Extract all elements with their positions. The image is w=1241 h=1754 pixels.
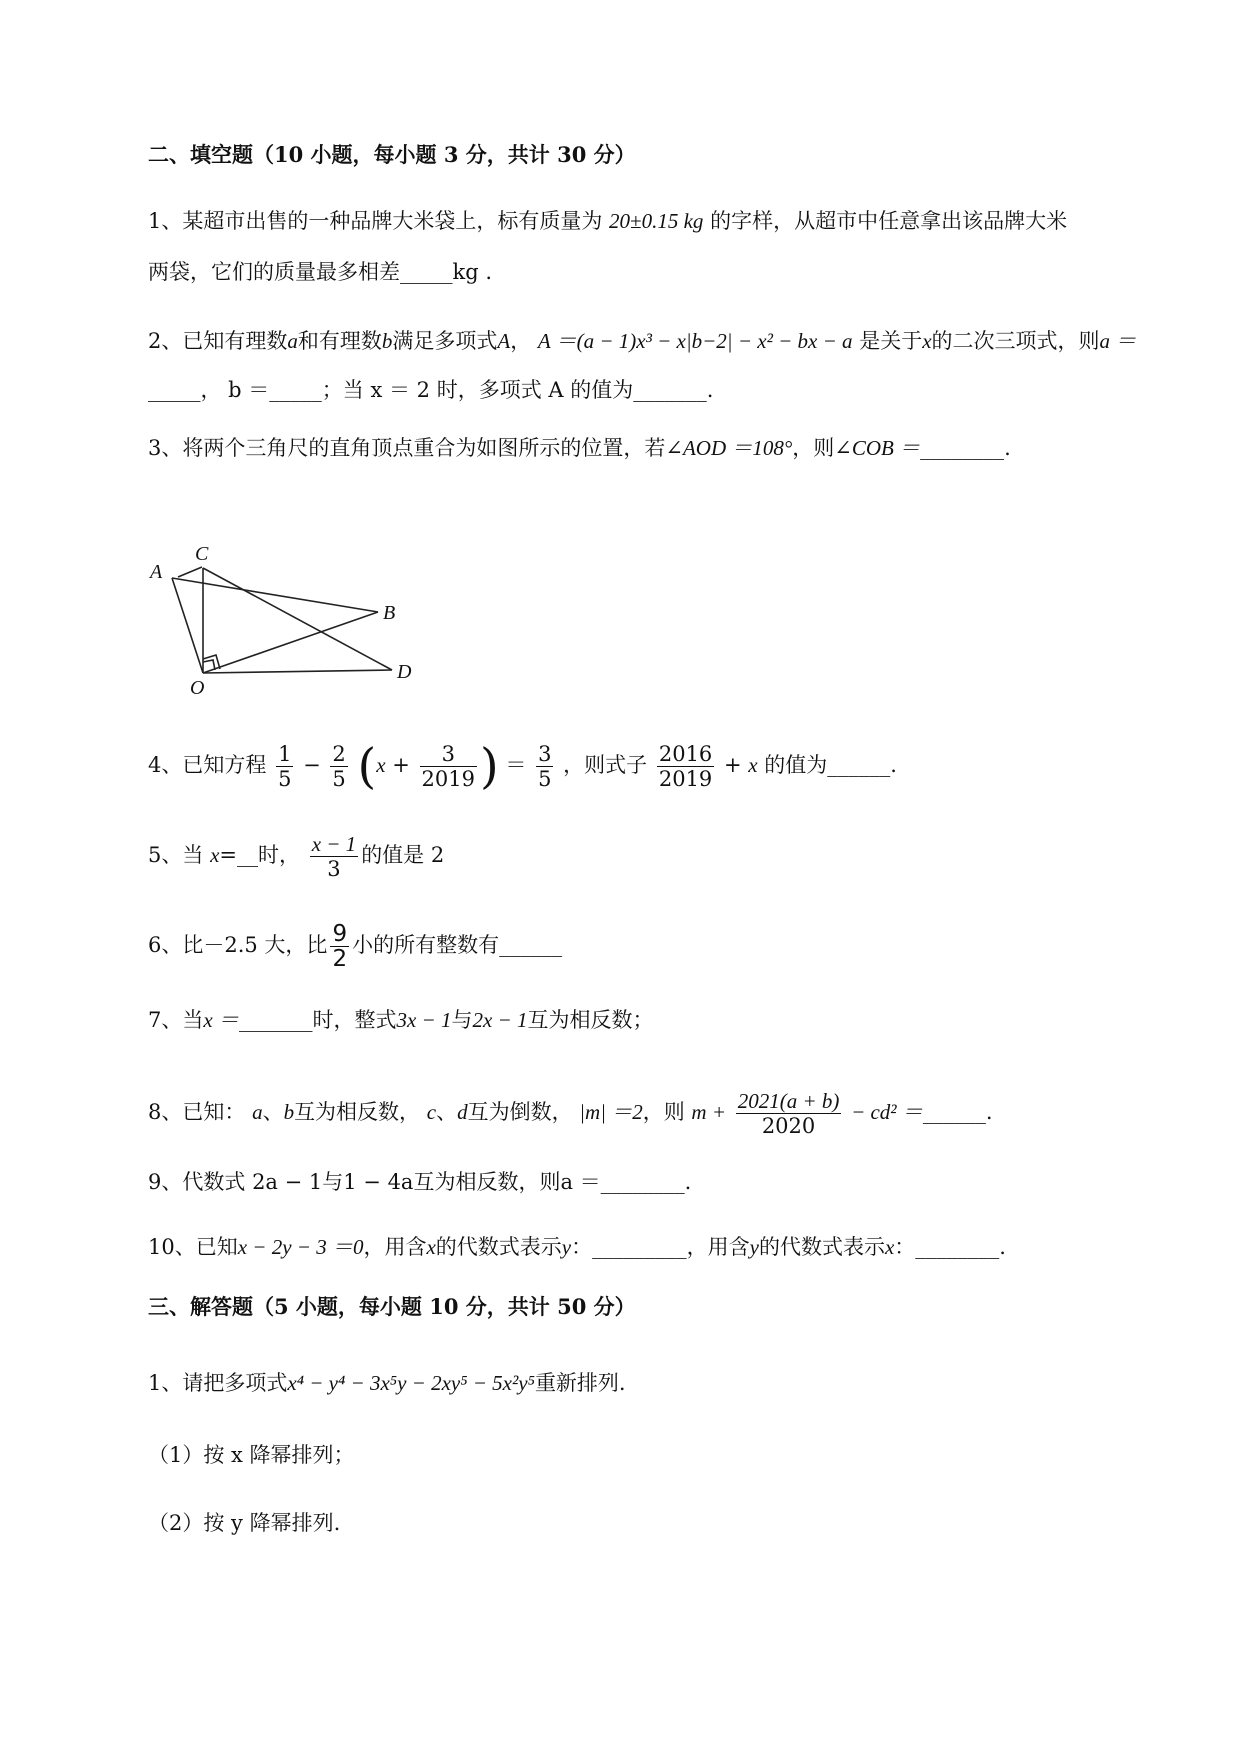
q7-x-equals: x ＝: [203, 1008, 239, 1032]
q10-var-x: x: [426, 1235, 436, 1259]
q6-text-a: 6、比－2.5 大，比: [148, 933, 328, 957]
q4-text-b: ，则式子: [563, 753, 648, 777]
label-d: D: [397, 661, 412, 683]
q4-frac-3: [420, 742, 477, 791]
q10-text-a: 10、已知: [148, 1235, 238, 1259]
question-5: [148, 832, 444, 881]
q5-frac-den: 3: [327, 857, 341, 881]
q4-frac-2-den: 5: [332, 767, 346, 791]
q9-text-a: 9、代数式: [148, 1170, 246, 1194]
q5-text-c: 的值是 2: [361, 843, 445, 867]
q8-text-c: 互为相反数，: [294, 1100, 421, 1124]
q8-var-m: m +: [691, 1100, 727, 1124]
q10-text-e: 的代数式表示: [758, 1235, 885, 1259]
q2-polynomial: A ＝(a − 1)x³ − x|b−2| − x² − bx − a: [537, 329, 853, 353]
q9-text-b: 与: [322, 1170, 344, 1194]
q4-frac-1-num: 1: [278, 742, 292, 766]
q4-frac-2: [330, 742, 347, 791]
q1-math: 20±0.15 kg: [609, 209, 704, 233]
q4-frac-4-num: 3: [538, 742, 552, 766]
q4-frac-4: [536, 742, 553, 791]
q2-text-b: 和有理数: [297, 329, 382, 353]
q5-text-b: =__时，: [219, 843, 300, 867]
s3q1-polynomial: x⁴ − y⁴ − 3x⁵y − 2xy⁵ − 5x²y⁵: [287, 1371, 535, 1395]
q8-text-a: 8、已知：: [148, 1100, 246, 1124]
q10-text-b: ，用含: [363, 1235, 427, 1259]
q7-text-c: 与: [451, 1008, 473, 1032]
q6-fraction: [330, 922, 349, 971]
q4-frac-1: [276, 742, 293, 791]
q4-frac-1-den: 5: [278, 767, 292, 791]
q4-var-x: x: [376, 753, 386, 777]
q7-text-b: _______时，整式: [238, 1008, 397, 1032]
q10-var-x2: x: [884, 1235, 895, 1259]
q6-frac-den: 2: [332, 946, 348, 972]
q10-equation: x − 2y − 3 ＝0: [237, 1235, 364, 1259]
s3-question-1-part-2: （2）按 y 降幂排列.: [148, 1511, 341, 1535]
q8-text-f: ，则: [642, 1100, 685, 1124]
q8-abs-m: |m| ＝2: [579, 1100, 643, 1124]
q9-text-c: 互为相反数，则: [413, 1170, 561, 1194]
q8-frac-den: 2020: [761, 1114, 816, 1138]
q4-op-1: −: [303, 753, 321, 777]
q10-blank: ：________.: [894, 1235, 1006, 1259]
q8-text-b: 、: [262, 1100, 284, 1124]
q10-text-c: 的代数式表示: [435, 1235, 562, 1259]
q2-text-d: ，: [510, 329, 532, 353]
q10-var-y2: y: [749, 1235, 759, 1259]
q4-frac-5-den: 2019: [658, 767, 713, 791]
line-a-b-partial: [178, 567, 202, 577]
q8-tail: − cd² ＝: [851, 1100, 923, 1124]
q2-var-x: x: [922, 329, 932, 353]
line-o-b: [203, 612, 378, 673]
q4-text-c: 的值为______.: [764, 753, 897, 777]
q6-frac-num: 9: [332, 921, 348, 947]
q2-text-e: 是关于: [859, 329, 923, 353]
q4-paren-open: (: [357, 738, 377, 795]
q8-text-e: 互为倒数，: [467, 1100, 573, 1124]
q5-fraction: [310, 832, 359, 881]
label-o: O: [190, 677, 205, 699]
q7-expr-2: 2x − 1: [472, 1008, 528, 1032]
q7-text-d: 互为相反数；: [527, 1008, 654, 1032]
q2-text-f: 的二次三项式，则: [931, 329, 1100, 353]
s3q1-text-b: 重新排列.: [534, 1371, 626, 1395]
q1-text-a: 1、某超市出售的一种品牌大米袋上，标有质量为: [148, 209, 603, 233]
right-angle-mark-inner: [203, 660, 215, 670]
q4-op-2: +: [392, 753, 410, 777]
line-o-d: [203, 670, 392, 673]
q8-var-c: c: [426, 1100, 437, 1124]
label-a: A: [150, 561, 163, 583]
q2-a-equals: a ＝: [1099, 329, 1137, 353]
q4-frac-3-num: 3: [420, 742, 477, 767]
q6-text-b: 小的所有整数有______: [352, 933, 563, 957]
section-3-title: 三、解答题（5 小题，每小题 10 分，共计 50 分）: [148, 1294, 636, 1319]
q7-expr-1: 3x − 1: [396, 1008, 452, 1032]
q9-expr-2: 1 − 4a: [343, 1170, 414, 1194]
q2-var-a: a: [287, 329, 298, 353]
q10-var-y: y: [561, 1235, 572, 1259]
q4-paren-close: ): [479, 738, 499, 795]
q8-var-b: b: [283, 1100, 295, 1124]
q4-frac-5: [657, 742, 714, 791]
q4-frac-4-den: 5: [538, 767, 552, 791]
label-b: B: [383, 602, 396, 624]
q5-var-x: x: [210, 843, 220, 867]
s3q1-text-a: 1、请把多项式: [148, 1371, 288, 1395]
s3-question-1-part-1: （1）按 x 降幂排列；: [148, 1443, 355, 1467]
line-a-o: [172, 578, 203, 673]
q7-text-a: 7、当: [148, 1008, 204, 1032]
line-c-d: [203, 568, 392, 670]
q9-a-equals: a ＝: [560, 1170, 601, 1194]
label-c: C: [195, 543, 209, 565]
question-8: [148, 1089, 993, 1138]
question-6: [148, 922, 562, 971]
q4-op-3: +: [723, 753, 742, 777]
q1-text-b: 的字样，从超市中任意拿出该品牌大米: [710, 209, 1068, 233]
question-10: [148, 1232, 1006, 1262]
q2-var-b: b: [381, 329, 393, 353]
q2-text-a: 2、已知有理数: [148, 329, 288, 353]
q5-frac-num: x − 1: [311, 832, 357, 856]
q4-equals: ＝: [505, 753, 527, 777]
q4-var-x2: x: [748, 753, 758, 777]
question-1-line-2: 两袋，它们的质量最多相差_____kg .: [148, 260, 493, 284]
q8-var-d: d: [457, 1100, 468, 1124]
q3-text-b: ，则: [792, 436, 835, 460]
s3-question-1: [148, 1368, 626, 1398]
q9-expr-1: 2a − 1: [252, 1170, 323, 1194]
question-7: [148, 1005, 653, 1035]
q3-angle-aod: ∠AOD ＝108°: [665, 436, 793, 460]
question-9: [148, 1167, 691, 1197]
q4-frac-5-num: 2016: [658, 742, 713, 766]
q9-blank: ________.: [600, 1170, 692, 1194]
q8-var-a: a: [252, 1100, 263, 1124]
q5-text-a: 5、当: [148, 843, 204, 867]
q4-text-a: 4、已知方程: [148, 753, 267, 777]
q4-frac-2-num: 2: [332, 742, 346, 766]
question-2-line-2: _____， b ＝_____；当 x ＝ 2 时，多项式 A 的值为_______.: [148, 378, 714, 402]
section-2-title: 二、填空题（10 小题，每小题 3 分，共计 30 分）: [148, 142, 636, 167]
q2-var-A: A: [497, 329, 511, 353]
q2-text-c: 满足多项式: [392, 329, 498, 353]
q10-text-d: ：_________，用含: [571, 1235, 750, 1259]
q3-angle-cob: ∠COB ＝: [834, 436, 921, 460]
q8-fraction: [736, 1089, 842, 1138]
q3-blank: ________.: [920, 436, 1011, 460]
q8-blank: ______.: [922, 1100, 993, 1124]
q3-text-a: 3、将两个三角尺的直角顶点重合为如图所示的位置，若: [148, 436, 666, 460]
q8-frac-num: 2021(a + b): [737, 1089, 840, 1113]
question-4: [148, 738, 897, 795]
q4-frac-3-den: 2019: [421, 767, 475, 791]
q8-text-d: 、: [436, 1100, 458, 1124]
